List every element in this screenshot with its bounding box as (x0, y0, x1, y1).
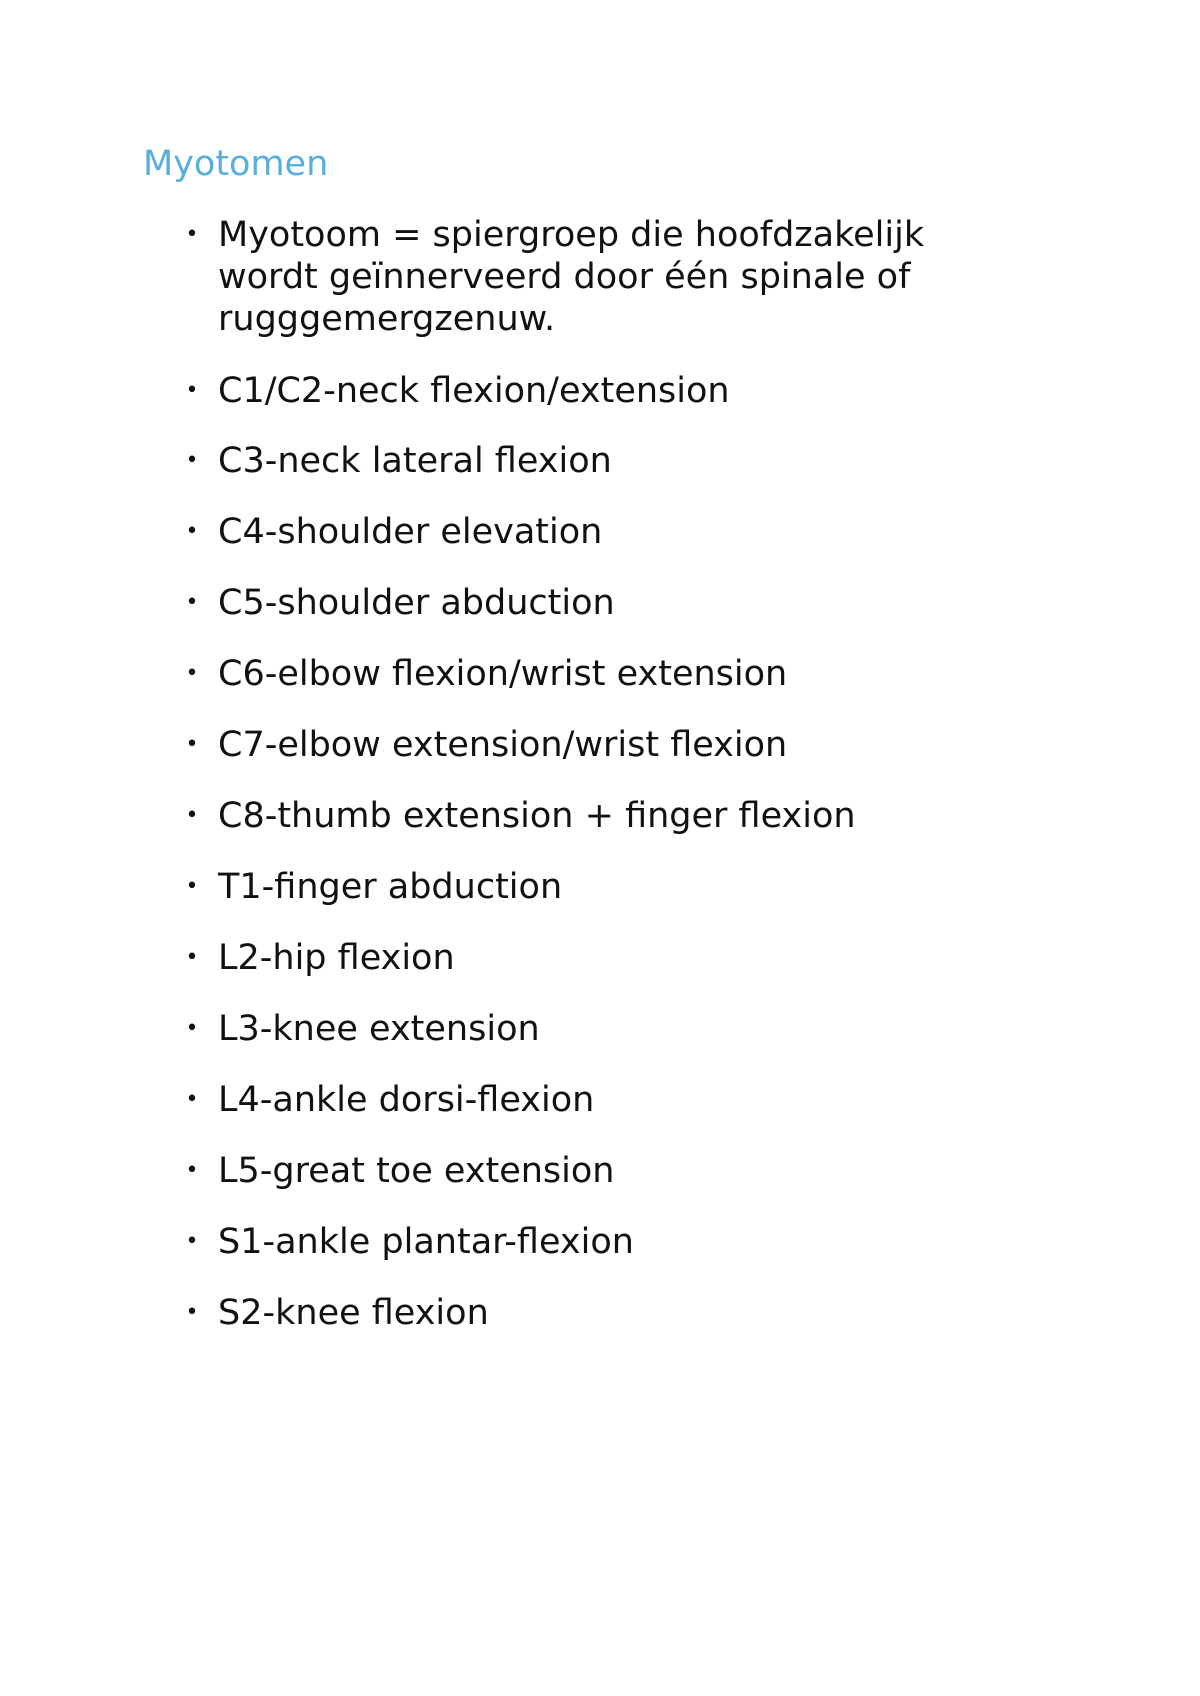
list-item-text: L4-ankle dorsi-flexion (218, 1080, 595, 1120)
list-item (185, 795, 978, 837)
list-item (185, 1292, 978, 1334)
list-item (185, 370, 978, 412)
list-item (185, 1221, 978, 1263)
list-item-text: C8-thumb extension + finger flexion (218, 796, 856, 836)
list-item-text: L2-hip flexion (218, 938, 455, 978)
list-item-text: Myotoom = spiergroep die hoofdzakelijk wordt geïnnerveerd door één spinale of rugggemergzenuw. (218, 215, 925, 339)
bullet-icon: • (185, 448, 199, 473)
bullet-icon: • (185, 1229, 199, 1254)
list-item (185, 724, 978, 766)
list-item (185, 937, 978, 979)
list-item-text: C5-shoulder abduction (218, 583, 615, 623)
bullet-icon: • (185, 661, 199, 686)
bullet-icon: • (185, 732, 199, 757)
list-item (185, 582, 978, 624)
list-item (185, 653, 978, 695)
bullet-icon: • (185, 378, 199, 403)
list-item (185, 440, 978, 482)
bullet-icon: • (185, 222, 199, 247)
list-item (185, 1150, 978, 1192)
list-item-text: S1-ankle plantar-flexion (218, 1222, 634, 1262)
list-item-text: C7-elbow extension/wrist flexion (218, 725, 788, 765)
list-item (185, 214, 978, 340)
page-title: Myotomen (143, 144, 329, 184)
bullet-icon: • (185, 803, 199, 828)
list-item-text: C3-neck lateral flexion (218, 441, 612, 481)
list-item (185, 511, 978, 553)
list-item-text: C6-elbow flexion/wrist extension (218, 654, 788, 694)
bullet-icon: • (185, 519, 199, 544)
list-item (185, 1008, 978, 1050)
list-item-text: S2-knee flexion (218, 1293, 489, 1333)
bullet-icon: • (185, 874, 199, 899)
bullet-icon: • (185, 1016, 199, 1041)
list-item-text: L3-knee extension (218, 1009, 540, 1049)
bullet-icon: • (185, 945, 199, 970)
list-item-text: C1/C2-neck flexion/extension (218, 371, 730, 411)
bullet-icon: • (185, 1300, 199, 1325)
list-item (185, 1079, 978, 1121)
bullet-icon: • (185, 1158, 199, 1183)
list-item (185, 866, 978, 908)
list-item-text: T1-finger abduction (218, 867, 563, 907)
bullet-icon: • (185, 1087, 199, 1112)
list-item-text: C4-shoulder elevation (218, 512, 603, 552)
list-item-text: L5-great toe extension (218, 1151, 615, 1191)
bullet-icon: • (185, 590, 199, 615)
